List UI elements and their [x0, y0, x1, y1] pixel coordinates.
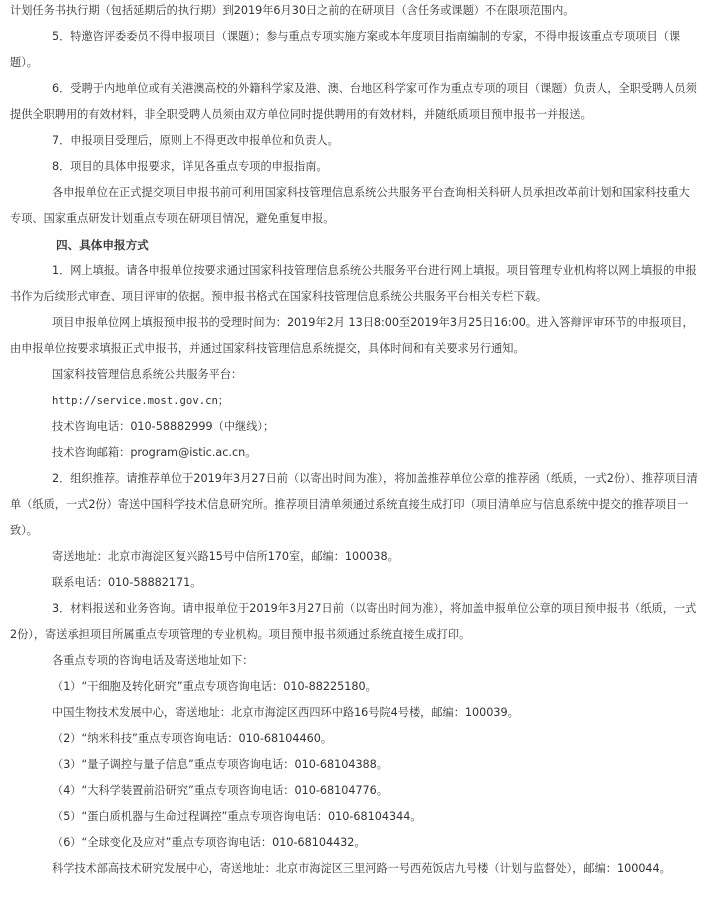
- paragraph-platform-label: 国家科技管理信息系统公共服务平台：: [52, 368, 243, 381]
- paragraph-acceptance-time: 项目申报单位网上填报预申报书的受理时间为：2019年2月 13日8:00至2019年3月25日16:00。进入答辩评审环节的申报项目，由申报单位按要求填报正式申报书，并通过国家科技管理信息系统提交，具体时间和有关要求另行通知。: [10, 316, 694, 355]
- paragraph-tech-email: 技术咨询邮箱：program@istic.ac.cn。: [52, 446, 257, 459]
- list-item-quantum: （3）“量子调控与量子信息”重点专项咨询电话：010-68104388。: [52, 758, 388, 771]
- paragraph-contact-phone: 联系电话：010-58882171。: [52, 576, 202, 589]
- list-item-nanotech: （2）“纳米科技”重点专项咨询电话：010-68104460。: [52, 732, 333, 745]
- paragraph-recommendation: 2．组织推荐。请推荐单位于2019年3月27日前（以寄出时间为准），将加盖推荐单位公章的推荐函（纸质，一式2份）、推荐项目清单（纸质，一式2份）寄送中国科学技术信息研究所。推荐项目清单须通过系统直接生成打印（项目清单应与信息系统中提交的推荐项目一致）。: [10, 472, 698, 537]
- platform-url-link[interactable]: http://service.most.gov.cn；: [52, 395, 229, 407]
- section-heading-application-method: 四、具体申报方式: [56, 238, 149, 252]
- list-item-global-change: （6）“全球变化及应对”重点专项咨询电话：010-68104432。: [52, 836, 366, 849]
- paragraph-biotech-center-address: 中国生物技术发展中心，寄送地址：北京市海淀区西四环中路16号院4号楼，邮编：100039。: [52, 706, 519, 719]
- list-item-stem-cell: （1）“干细胞及转化研究”重点专项咨询电话：010-88225180。: [52, 680, 377, 693]
- paragraph-consult-intro: 各重点专项的咨询电话及寄送地址如下：: [52, 654, 254, 667]
- list-item-protein: （5）“蛋白质机器与生命过程调控”重点专项咨询电话：010-68104344。: [52, 810, 422, 823]
- paragraph-avoid-duplicate: 各申报单位在正式提交项目申报书前可利用国家科技管理信息系统公共服务平台查询相关科研人员承担改革前计划和国家科技重大专项、国家重点研发计划重点专项在研项目情况，避免重复申报。: [10, 186, 690, 225]
- paragraph-item-8: 8．项目的具体申报要求，详见各重点专项的申报指南。: [52, 160, 328, 173]
- paragraph-hitech-center-address: 科学技术部高技术研究发展中心，寄送地址：北京市海淀区三里河路一号西苑饭店九号楼（计划与监督处），邮编：100044。: [52, 862, 671, 875]
- paragraph-tech-phone: 技术咨询电话：010-58882999（中继线）；: [52, 420, 275, 433]
- list-item-big-science: （4）“大科学装置前沿研究”重点专项咨询电话：010-68104776。: [52, 784, 388, 797]
- paragraph-item-7: 7．申报项目受理后，原则上不得更改申报单位和负责人。: [52, 134, 339, 147]
- paragraph-materials-submission: 3．材料报送和业务咨询。请申报单位于2019年3月27日前（以寄出时间为准），将加盖申报单位公章的项目预申报书（纸质，一式2份），寄送承担项目所属重点专项管理的专业机构。项目预申报书须通过系统直接生成打印。: [10, 602, 697, 641]
- paragraph-online-filing: 1．网上填报。请各申报单位按要求通过国家科技管理信息系统公共服务平台进行网上填报。项目管理专业机构将以网上填报的申报书作为后续形式审查、项目评审的依据。预申报书格式在国家科技管理信息系统公共服务平台相关专栏下载。: [10, 264, 697, 303]
- paragraph-item-5: 5．特邀咨评委委员不得申报项目（课题）；参与重点专项实施方案或本年度项目指南编制的专家，不得申报该重点专项项目（课题）。: [10, 30, 681, 69]
- paragraph-limit-scope: 计划任务书执行期（包括延期后的执行期）到2019年6月30日之前的在研项目（含任务或课题）不在限项范围内。: [10, 4, 575, 17]
- paragraph-item-6: 6．受聘于内地单位或有关港澳高校的外籍科学家及港、澳、台地区科学家可作为重点专项的项目（课题）负责人，全职受聘人员须提供全职聘用的有效材料，非全职受聘人员须由双方单位同时提供聘用的有效材料，并随纸质项目预申报书一并报送。: [10, 82, 697, 121]
- paragraph-mail-address: 寄送地址：北京市海淀区复兴路15号中信所170室，邮编：100038。: [52, 550, 399, 563]
